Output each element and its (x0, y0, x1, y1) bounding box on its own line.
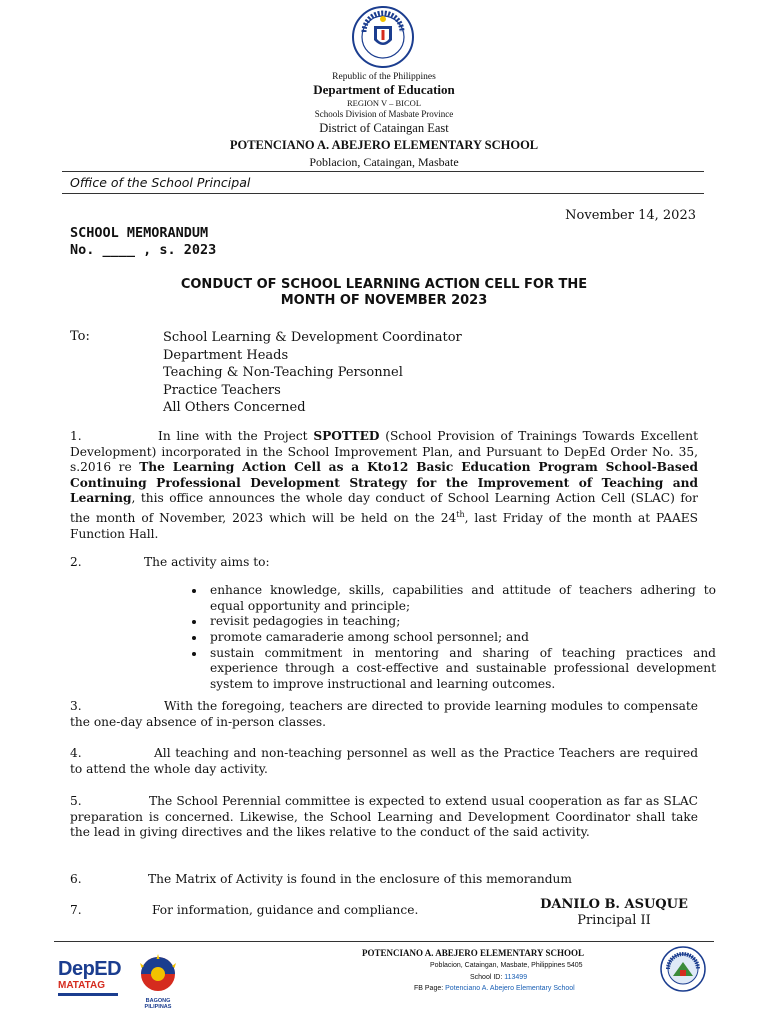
footer-school-name: POTENCIANO A. ABEJERO ELEMENTARY SCHOOL (362, 948, 584, 958)
project-name: SPOTTED (313, 429, 380, 443)
aim-item: • promote camaraderie among school personnel; and (206, 630, 716, 646)
header-department: Department of Education (313, 82, 455, 97)
fb-page-link[interactable]: Potenciano A. Abejero Elementary School (445, 985, 575, 992)
aim-item: • sustain commitment in mentoring and sharing of teaching practices and experience through a cost-effective and sustainable professional development system to improve instructional and learning outcomes. (206, 646, 716, 693)
header-school: POTENCIANO A. ABEJERO ELEMENTARY SCHOOL (229, 138, 539, 152)
signatory-title: Principal II (577, 913, 651, 928)
deped-logo-text: DepED (58, 958, 122, 980)
aim-item: • enhance knowledge, skills, capabilities and attitude of teachers adhering to equal opportunity and principle; (206, 583, 716, 614)
memo-title-line2: MONTH OF NOVEMBER 2023 (280, 293, 488, 308)
paragraph-text: For information, guidance and compliance. (152, 903, 419, 917)
recipient-item: Practice Teachers (163, 382, 281, 398)
memo-heading: SCHOOL MEMORANDUM (70, 225, 209, 241)
school-id-label: School ID: (470, 974, 505, 981)
recipient-item: All Others Concerned (163, 400, 306, 415)
footer-fb-page (414, 985, 575, 992)
header-division: Schools Division of Masbate Province (314, 109, 454, 119)
paragraph-text: With the foregoing, teachers are directed to provide learning modules to compensate the one-day absence of in-person classes. (70, 699, 698, 729)
paragraph-number: 4. (70, 746, 82, 760)
paragraph-number: 7. (70, 903, 82, 917)
paragraph-text: All teaching and non-teaching personnel as well as the Practice Teachers are required to attend the whole day activity. (70, 746, 698, 776)
paragraph-7 (70, 903, 490, 919)
bagong-pilipinas-emblem-icon (132, 950, 184, 994)
paragraph-3 (70, 699, 698, 730)
bagong-pilipinas-logo (132, 950, 188, 1010)
aims-list (188, 568, 716, 692)
header-republic: Republic of the Philippines (332, 72, 436, 82)
order-title: The Learning Action Cell as a Kto12 Basic Education Program School-Based Continuing Professional Development Strategy for the Improvement of Teaching and Learning (70, 460, 698, 506)
header-address: Poblacion, Cataingan, Masbate (309, 155, 459, 169)
paragraph-4 (70, 746, 698, 777)
recipient-list (163, 329, 462, 417)
paragraph-number: 2. (70, 555, 82, 569)
memo-title-line1: CONDUCT OF SCHOOL LEARNING ACTION CELL FOR THE (180, 277, 588, 292)
paragraph-number: 6. (70, 872, 82, 886)
paragraph-text: (School Provision of Trainings Towards Excellent Development) incorporated in the School Improvement Plan, and Pursuant to DepEd Order No. 35, s.2016 re (70, 429, 698, 475)
paragraph-6 (70, 872, 698, 888)
office-divider (62, 193, 704, 194)
header-region: REGION V – BICOL (346, 98, 422, 108)
paragraph-number: 5. (70, 794, 82, 808)
deped-seal-logo (352, 6, 414, 68)
paragraph-number: 1. (70, 429, 82, 443)
deped-matatag-logo (58, 958, 128, 1002)
recipient-item: Teaching & Non-Teaching Personnel (163, 365, 403, 380)
paragraph-text: In line with the Project (158, 429, 314, 443)
school-seal-logo (660, 946, 706, 992)
recipient-item: School Learning & Development Coordinator (163, 330, 462, 345)
paragraph-1 (70, 429, 698, 542)
ordinal-suffix: th (456, 509, 465, 519)
matatag-logo-text: MATATAG (58, 980, 106, 991)
recipient-item: Department Heads (163, 347, 289, 363)
fb-page-label: FB Page: (414, 985, 446, 992)
school-id-value: 113499 (504, 974, 528, 981)
memo-number: No. ____ , s. 2023 (70, 242, 217, 258)
memo-date: November 14, 2023 (565, 208, 696, 223)
paragraph-text: The activity aims to: (144, 555, 270, 569)
paragraph-text: The Matrix of Activity is found in the enclosure of this memorandum (148, 872, 572, 886)
bagong-pilipinas-text: BAGONG PILIPINAS (144, 998, 172, 1010)
to-label: To: (70, 329, 90, 344)
paragraph-5 (70, 794, 698, 841)
aim-item: • revisit pedagogies in teaching; (206, 614, 716, 630)
signatory-name: DANILO B. ASUQUE (540, 897, 688, 912)
paragraph-text: , this office announces the whole day conduct of School Learning Action Cell (SLAC) for the month of November, 2023 which will be held on the 24 (70, 491, 698, 526)
footer-address: Poblacion, Cataingan, Masbate, Philippines 5405 (430, 962, 583, 969)
paragraph-text: The School Perennial committee is expected to extend usual cooperation as far as SLAC preparation is concerned. Likewise, the School Learning and Development Coordinator shall take the lead in giving directives and the likes relative to the conduct of the said activity. (70, 794, 698, 840)
office-label: Office of the School Principal (70, 175, 251, 190)
footer-divider (54, 941, 714, 942)
paragraph-text: , last Friday of the month at PAAES Function Hall. (70, 511, 698, 541)
header-district: District of Cataingan East (319, 121, 449, 135)
footer-school-id (470, 974, 527, 981)
header-divider (62, 171, 704, 172)
paragraph-number: 3. (70, 699, 82, 713)
